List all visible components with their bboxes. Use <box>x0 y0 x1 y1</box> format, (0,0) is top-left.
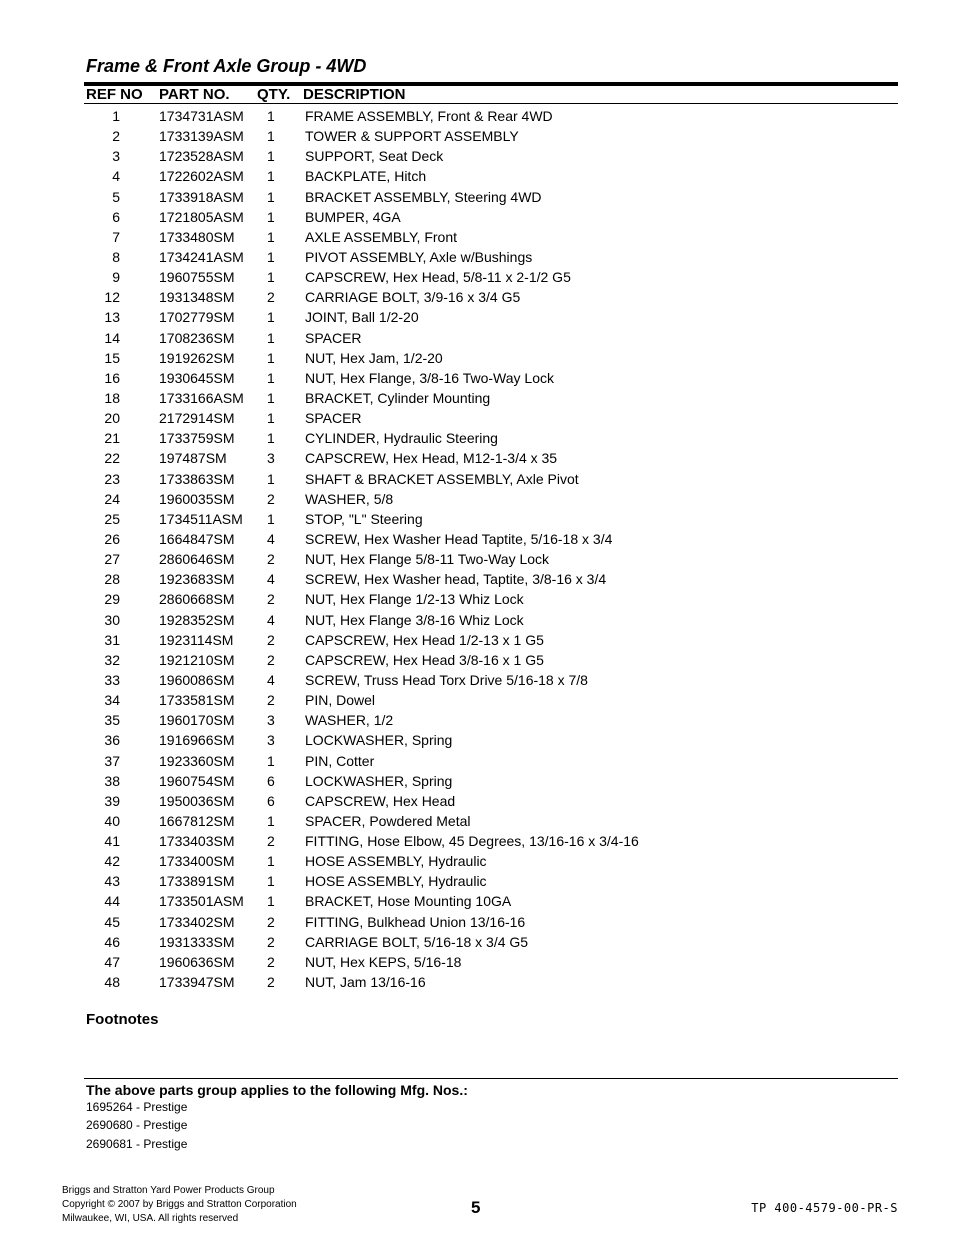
part-no-cell: 2860668SM <box>159 591 235 608</box>
qty-cell: 1 <box>267 188 275 205</box>
ref-no-cell: 41 <box>104 833 120 850</box>
table-row <box>0 913 954 933</box>
table-row <box>0 248 954 268</box>
description-cell: FITTING, Hose Elbow, 45 Degrees, 13/16-16 x 3/4-16 <box>305 833 639 850</box>
description-cell: NUT, Hex Jam, 1/2-20 <box>305 349 443 366</box>
part-no-cell: 1923114SM <box>159 631 234 648</box>
part-no-cell: 2860646SM <box>159 551 235 568</box>
qty-cell: 2 <box>267 974 275 991</box>
ref-no-cell: 18 <box>104 389 120 406</box>
table-row <box>0 449 954 469</box>
table-row <box>0 208 954 228</box>
table-row <box>0 772 954 792</box>
table-row <box>0 933 954 953</box>
ref-no-cell: 2 <box>112 128 120 145</box>
part-no-cell: 1733166ASM <box>159 389 244 406</box>
description-cell: BACKPLATE, Hitch <box>305 168 427 185</box>
ref-no-cell: 20 <box>104 410 120 427</box>
qty-cell: 2 <box>267 631 275 648</box>
ref-no-cell: 35 <box>104 712 120 729</box>
ref-no-cell: 23 <box>104 470 120 487</box>
part-no-cell: 1930645SM <box>159 369 235 386</box>
ref-no-cell: 40 <box>104 812 120 829</box>
footer-copyright: Copyright © 2007 by Briggs and Stratton Corporation <box>62 1199 297 1210</box>
table-row <box>0 711 954 731</box>
part-no-cell: 1733947SM <box>159 974 235 991</box>
part-no-cell: 1960170SM <box>159 712 235 729</box>
qty-cell: 2 <box>267 692 275 709</box>
qty-cell: 1 <box>267 329 275 346</box>
table-row <box>0 570 954 590</box>
description-cell: PIN, Dowel <box>305 692 376 709</box>
description-cell: SHAFT & BRACKET ASSEMBLY, Axle Pivot <box>305 470 579 487</box>
qty-cell: 1 <box>267 510 275 527</box>
ref-no-cell: 30 <box>104 611 120 628</box>
ref-no-cell: 36 <box>104 732 120 749</box>
qty-cell: 3 <box>267 712 275 729</box>
ref-no-cell: 13 <box>104 309 120 326</box>
ref-no-cell: 3 <box>112 148 120 165</box>
table-row <box>0 167 954 187</box>
qty-cell: 2 <box>267 933 275 950</box>
description-cell: LOCKWASHER, Spring <box>305 732 453 749</box>
part-no-cell: 1960755SM <box>159 269 235 286</box>
table-row <box>0 611 954 631</box>
ref-no-cell: 26 <box>104 530 120 547</box>
qty-cell: 1 <box>267 430 275 447</box>
qty-cell: 1 <box>267 208 275 225</box>
ref-no-cell: 9 <box>112 269 120 286</box>
qty-cell: 1 <box>267 893 275 910</box>
footer-company: Briggs and Stratton Yard Power Products Group <box>62 1185 275 1196</box>
part-no-cell: 1960086SM <box>159 671 235 688</box>
ref-no-cell: 38 <box>104 772 120 789</box>
part-no-cell: 1916966SM <box>159 732 235 749</box>
qty-cell: 1 <box>267 228 275 245</box>
description-cell: NUT, Hex Flange, 3/8-16 Two-Way Lock <box>305 369 554 386</box>
table-row <box>0 369 954 389</box>
table-row <box>0 651 954 671</box>
ref-no-cell: 48 <box>104 974 120 991</box>
ref-no-cell: 32 <box>104 651 120 668</box>
qty-cell: 1 <box>267 108 275 124</box>
description-cell: JOINT, Ball 1/2-20 <box>305 309 419 326</box>
description-cell: CARRIAGE BOLT, 3/9-16 x 3/4 G5 <box>305 289 521 306</box>
description-cell: BRACKET, Hose Mounting 10GA <box>305 893 512 910</box>
description-cell: SPACER <box>305 329 362 346</box>
qty-cell: 2 <box>267 591 275 608</box>
part-no-cell: 1733480SM <box>159 228 235 245</box>
ref-no-cell: 25 <box>104 510 120 527</box>
part-no-cell: 1664847SM <box>159 530 235 547</box>
description-cell: TOWER & SUPPORT ASSEMBLY <box>305 128 519 145</box>
ref-no-cell: 5 <box>112 188 120 205</box>
ref-no-cell: 28 <box>104 571 120 588</box>
table-row <box>0 510 954 530</box>
part-no-cell: 1733402SM <box>159 913 235 930</box>
description-cell: SPACER <box>305 410 362 427</box>
ref-no-cell: 33 <box>104 671 120 688</box>
part-no-cell: 1960035SM <box>159 490 235 507</box>
table-header <box>0 86 954 103</box>
qty-cell: 2 <box>267 490 275 507</box>
part-no-cell: 197487SM <box>159 450 227 467</box>
ref-no-cell: 24 <box>104 490 120 507</box>
description-header: DESCRIPTION <box>303 86 406 103</box>
part-no-cell: 1921210SM <box>159 651 235 668</box>
description-cell: HOSE ASSEMBLY, Hydraulic <box>305 873 487 890</box>
ref-no-cell: 6 <box>112 208 120 225</box>
qty-cell: 4 <box>267 671 275 688</box>
ref-no-cell: 47 <box>104 953 120 970</box>
table-row <box>0 349 954 369</box>
description-cell: SUPPORT, Seat Deck <box>305 148 444 165</box>
part-no-cell: 1734511ASM <box>159 510 243 527</box>
ref-no-cell: 39 <box>104 792 120 809</box>
part-no-cell: 2172914SM <box>159 410 235 427</box>
table-row <box>0 731 954 751</box>
ref-no-cell: 27 <box>104 551 120 568</box>
description-cell: SCREW, Truss Head Torx Drive 5/16-18 x 7/8 <box>305 671 588 688</box>
part-no-cell: 1722602ASM <box>159 168 244 185</box>
page-title: Frame & Front Axle Group - 4WD <box>86 56 367 76</box>
qty-cell: 1 <box>267 148 275 165</box>
table-row <box>0 490 954 510</box>
part-no-cell: 1708236SM <box>159 329 235 346</box>
ref-no-cell: 8 <box>112 248 120 265</box>
part-no-cell: 1923360SM <box>159 752 235 769</box>
mfg-number: 2690680 - Prestige <box>86 1118 188 1133</box>
mfg-number: 1695264 - Prestige <box>86 1100 188 1114</box>
table-row <box>0 550 954 570</box>
description-cell: FITTING, Bulkhead Union 13/16-16 <box>305 913 526 930</box>
part-no-cell: 1734731ASM <box>159 108 244 124</box>
header-rule <box>84 103 898 104</box>
table-row <box>0 752 954 772</box>
qty-cell: 1 <box>267 168 275 185</box>
part-no-cell: 1919262SM <box>159 349 235 366</box>
part-no-cell: 1723528ASM <box>159 148 244 165</box>
ref-no-cell: 14 <box>104 329 120 346</box>
qty-cell: 4 <box>267 611 275 628</box>
qty-cell: 6 <box>267 792 275 809</box>
ref-no-cell: 7 <box>112 228 120 245</box>
part-no-cell: 1733400SM <box>159 853 235 870</box>
page-number: 5 <box>471 1198 481 1217</box>
description-cell: SCREW, Hex Washer Head Taptite, 5/16-18 x 3/4 <box>305 530 613 547</box>
qty-cell: 2 <box>267 551 275 568</box>
qty-cell: 2 <box>267 953 275 970</box>
description-cell: CAPSCREW, Hex Head, 5/8-11 x 2-1/2 G5 <box>305 269 571 286</box>
description-cell: CAPSCREW, Hex Head, M12-1-3/4 x 35 <box>305 450 558 467</box>
description-cell: NUT, Hex Flange 5/8-11 Two-Way Lock <box>305 551 550 568</box>
part-no-header: PART NO. <box>159 86 230 103</box>
description-cell: NUT, Hex Flange 3/8-16 Whiz Lock <box>305 611 524 628</box>
ref-no-cell: 46 <box>104 933 120 950</box>
qty-cell: 2 <box>267 651 275 668</box>
footnotes-heading: Footnotes <box>86 1011 159 1028</box>
part-no-cell: 1960636SM <box>159 953 235 970</box>
description-cell: BUMPER, 4GA <box>305 208 401 225</box>
description-cell: STOP, "L" Steering <box>305 510 423 527</box>
applies-heading: The above parts group applies to the following Mfg. Nos.: <box>86 1082 468 1098</box>
ref-no-cell: 45 <box>104 913 120 930</box>
ref-no-cell: 37 <box>104 752 120 769</box>
part-no-cell: 1733139ASM <box>159 128 244 145</box>
description-cell: LOCKWASHER, Spring <box>305 772 453 789</box>
description-cell: CARRIAGE BOLT, 5/16-18 x 3/4 G5 <box>305 933 529 950</box>
table-row <box>0 228 954 248</box>
description-cell: FRAME ASSEMBLY, Front & Rear 4WD <box>305 108 553 124</box>
mfg-number-list <box>86 1100 187 1155</box>
table-row <box>0 470 954 490</box>
qty-cell: 1 <box>267 349 275 366</box>
table-row <box>0 268 954 288</box>
part-no-cell: 1667812SM <box>159 812 235 829</box>
qty-cell: 6 <box>267 772 275 789</box>
qty-cell: 1 <box>267 309 275 326</box>
ref-no-cell: 12 <box>104 289 120 306</box>
description-cell: CAPSCREW, Hex Head 1/2-13 x 1 G5 <box>305 631 544 648</box>
qty-cell: 1 <box>267 812 275 829</box>
qty-cell: 4 <box>267 571 275 588</box>
table-row <box>0 308 954 328</box>
table-row <box>0 409 954 429</box>
description-cell: CAPSCREW, Hex Head 3/8-16 x 1 G5 <box>305 651 544 668</box>
description-cell: BRACKET ASSEMBLY, Steering 4WD <box>305 188 542 205</box>
description-cell: HOSE ASSEMBLY, Hydraulic <box>305 853 487 870</box>
document-id: TP 400-4579-00-PR-S <box>751 1201 898 1215</box>
description-cell: CYLINDER, Hydraulic Steering <box>305 430 498 447</box>
mfg-number: 2690681 - Prestige <box>86 1136 188 1151</box>
qty-cell: 3 <box>267 450 275 467</box>
table-row <box>0 691 954 711</box>
qty-cell: 1 <box>267 128 275 145</box>
qty-cell: 1 <box>267 752 275 769</box>
ref-no-cell: 43 <box>104 873 120 890</box>
qty-cell: 1 <box>267 269 275 286</box>
table-row <box>0 631 954 651</box>
part-no-cell: 1733403SM <box>159 833 235 850</box>
qty-cell: 2 <box>267 913 275 930</box>
table-row <box>0 147 954 167</box>
table-row <box>0 852 954 872</box>
ref-no-cell: 15 <box>104 349 120 366</box>
description-cell: NUT, Hex Flange 1/2-13 Whiz Lock <box>305 591 524 608</box>
description-cell: NUT, Jam 13/16-16 <box>305 974 426 991</box>
table-row <box>0 429 954 449</box>
part-no-cell: 1733891SM <box>159 873 235 890</box>
table-row <box>0 188 954 208</box>
table-row <box>0 892 954 912</box>
table-row <box>0 530 954 550</box>
part-no-cell: 1960754SM <box>159 772 235 789</box>
description-cell: SPACER, Powdered Metal <box>305 812 471 829</box>
part-no-cell: 1733863SM <box>159 470 235 487</box>
ref-no-cell: 29 <box>104 591 120 608</box>
table-row <box>0 953 954 973</box>
description-cell: WASHER, 1/2 <box>305 712 394 729</box>
parts-table <box>0 107 954 993</box>
part-no-cell: 1733501ASM <box>159 893 244 910</box>
ref-no-cell: 22 <box>104 450 120 467</box>
table-row <box>0 832 954 852</box>
qty-cell: 1 <box>267 410 275 427</box>
copyright-block <box>62 1184 297 1226</box>
table-row <box>0 329 954 349</box>
table-row <box>0 973 954 993</box>
part-no-cell: 1931333SM <box>159 933 235 950</box>
ref-no-cell: 44 <box>104 893 120 910</box>
ref-no-cell: 16 <box>104 369 120 386</box>
footer-location: Milwaukee, WI, USA. All rights reserved <box>62 1213 239 1224</box>
part-no-cell: 1733759SM <box>159 430 235 447</box>
part-no-cell: 1733581SM <box>159 692 235 709</box>
qty-cell: 1 <box>267 369 275 386</box>
part-no-cell: 1950036SM <box>159 792 235 809</box>
ref-no-cell: 1 <box>112 108 120 124</box>
qty-cell: 2 <box>267 833 275 850</box>
description-cell: PIN, Cotter <box>305 752 375 769</box>
part-no-cell: 1931348SM <box>159 289 235 306</box>
table-row <box>0 127 954 147</box>
part-no-cell: 1923683SM <box>159 571 235 588</box>
part-no-cell: 1702779SM <box>159 309 235 326</box>
description-cell: NUT, Hex KEPS, 5/16-18 <box>305 953 462 970</box>
ref-no-cell: 4 <box>112 168 120 185</box>
qty-cell: 3 <box>267 732 275 749</box>
table-row <box>0 792 954 812</box>
applies-rule <box>84 1078 898 1079</box>
ref-no-cell: 21 <box>104 430 120 447</box>
table-row <box>0 671 954 691</box>
description-cell: BRACKET, Cylinder Mounting <box>305 389 491 406</box>
description-cell: CAPSCREW, Hex Head <box>305 792 456 809</box>
qty-cell: 1 <box>267 248 275 265</box>
qty-cell: 1 <box>267 853 275 870</box>
ref-no-cell: 34 <box>104 692 120 709</box>
qty-cell: 4 <box>267 530 275 547</box>
table-row <box>0 590 954 610</box>
ref-no-header: REF NO <box>86 86 143 103</box>
table-row <box>0 288 954 308</box>
description-cell: WASHER, 5/8 <box>305 490 394 507</box>
table-row <box>0 107 954 127</box>
qty-cell: 2 <box>267 289 275 306</box>
table-row <box>0 389 954 409</box>
qty-cell: 1 <box>267 470 275 487</box>
part-no-cell: 1734241ASM <box>159 248 244 265</box>
qty-cell: 1 <box>267 873 275 890</box>
part-no-cell: 1733918ASM <box>159 188 244 205</box>
ref-no-cell: 31 <box>104 631 120 648</box>
part-no-cell: 1721805ASM <box>159 208 244 225</box>
description-cell: SCREW, Hex Washer head, Taptite, 3/8-16 x 3/4 <box>305 571 607 588</box>
description-cell: AXLE ASSEMBLY, Front <box>305 228 458 245</box>
part-no-cell: 1928352SM <box>159 611 235 628</box>
table-row <box>0 812 954 832</box>
qty-cell: 1 <box>267 389 275 406</box>
description-cell: PIVOT ASSEMBLY, Axle w/Bushings <box>305 248 533 265</box>
qty-header: QTY. <box>257 86 291 103</box>
table-row <box>0 872 954 892</box>
ref-no-cell: 42 <box>104 853 120 870</box>
